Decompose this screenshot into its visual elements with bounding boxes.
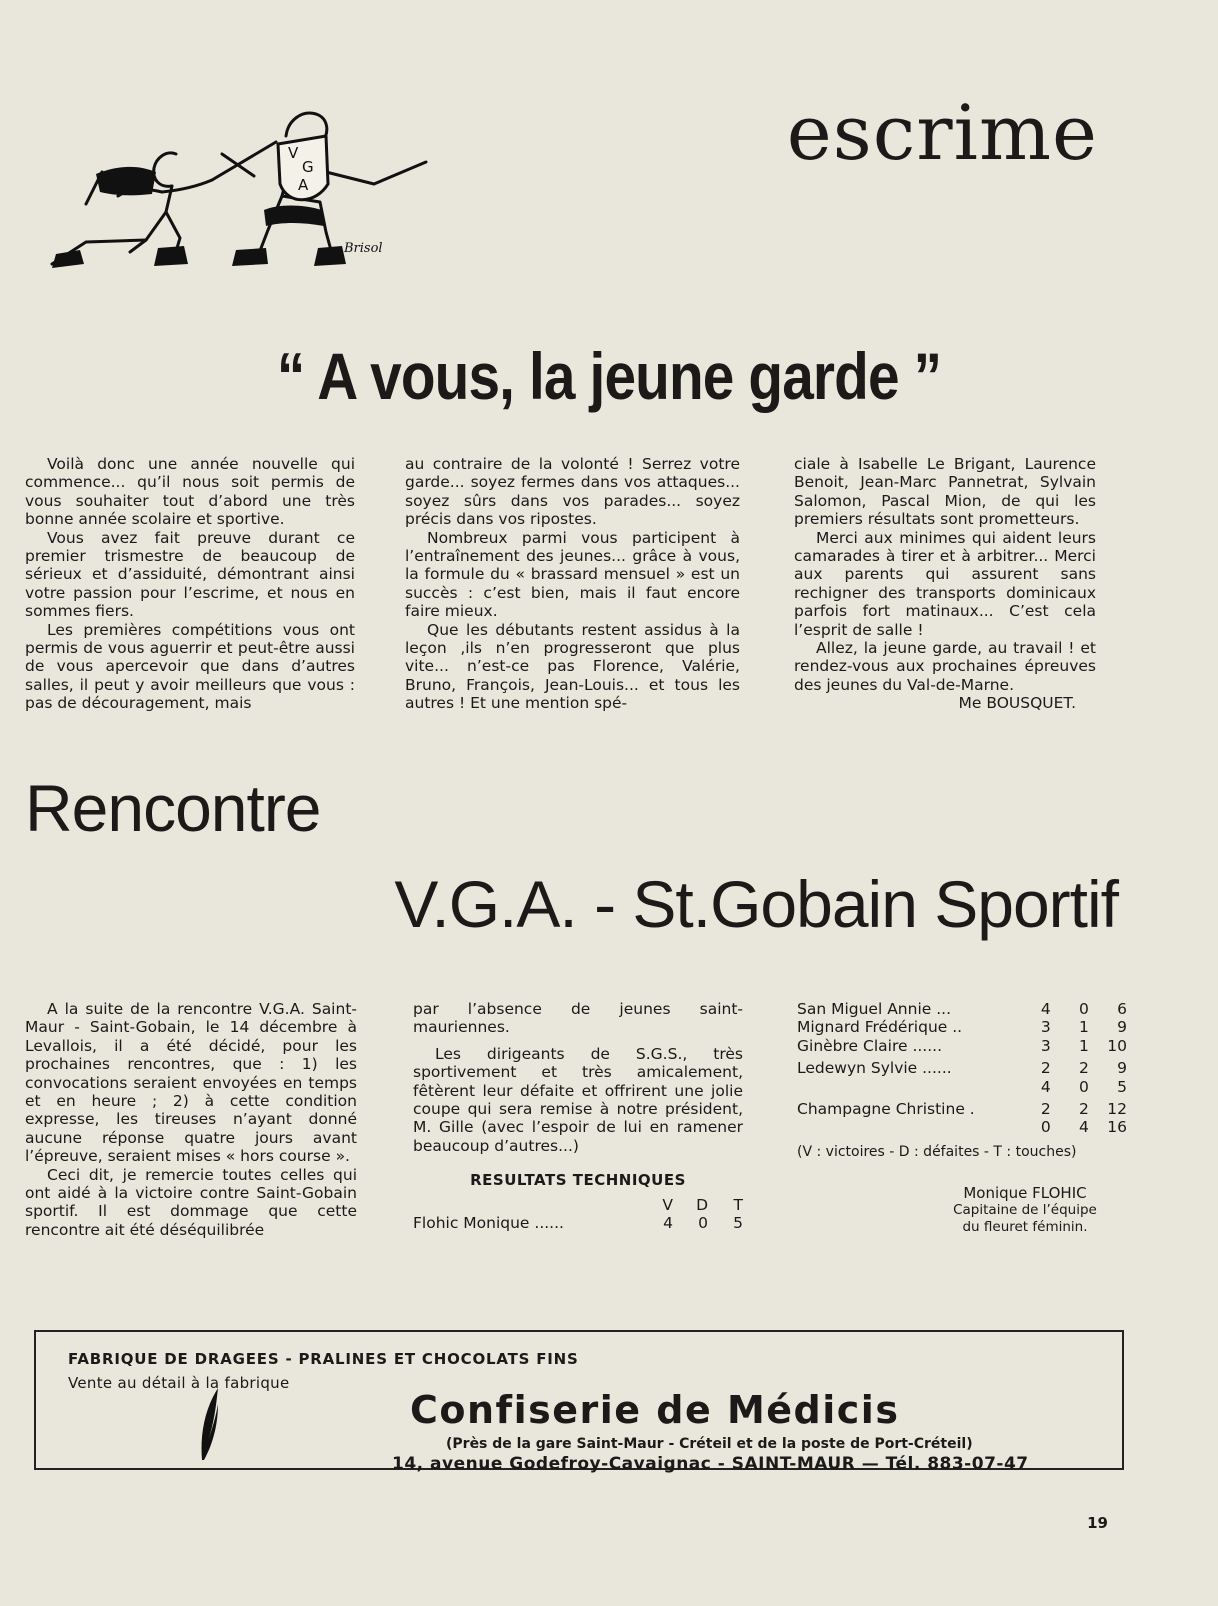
ad-products-line: FABRIQUE DE DRAGEES - PRALINES ET CHOCOLATS FINS <box>68 1350 579 1368</box>
signature-role: du fleuret féminin. <box>962 1219 1088 1235</box>
victories: 2 <box>1040 1059 1051 1078</box>
paragraph: Les premières compétitions vous ont permis de vous aguerrir et peut-être aussi de vous apercevoir que dans d’autres salles, il peut y avoir meilleurs que vous : pas de découragement, mais <box>25 620 355 713</box>
ad-retail-line: Vente au détail à la fabrique <box>68 1374 290 1392</box>
paragraph: Nombreux parmi vous participent à l’entraînement des jeunes... grâce à vous, la formule du « brassard mensuel » est un succès : c’est bien, mais il faut encore faire mieux. <box>405 528 740 621</box>
touches: 9 <box>1117 1059 1127 1078</box>
article2-column-2 <box>413 1000 743 1232</box>
touches: 9 <box>1117 1018 1127 1037</box>
article2-column-1 <box>25 1000 357 1239</box>
defeats: 2 <box>1078 1100 1089 1119</box>
paragraph: Que les débutants restent assidus à la leçon ,ils n’en progresseront que plus vite... n’est-ce pas Florence, Valérie, Bruno, François, Jean-Louis... et tous les autres ! Et une mention spé- <box>405 620 740 713</box>
article1-signature: Me BOUSQUET. <box>958 694 1076 713</box>
article2-title-line2: V.G.A. - St.Gobain Sportif <box>394 867 1118 941</box>
results-table-left <box>413 1196 743 1233</box>
paragraph: Les dirigeants de S.G.S., très sportivement et très amicalement, fêtèrent leur défaite et offrirent une jolie coupe qui sera remise à notre président, M. Gille (avec l’espoir de lui en ramener beaucoup d’autres...) <box>413 1044 743 1155</box>
section-title: escrime <box>786 88 1098 177</box>
article1-column-3 <box>794 455 1096 713</box>
results-header-row <box>413 1196 743 1214</box>
defeats: 0 <box>1078 1000 1089 1018</box>
signature-name: Monique FLOHIC <box>963 1184 1087 1202</box>
defeats: 4 <box>1078 1118 1089 1137</box>
fencer-name <box>797 1118 1013 1136</box>
article2-title-line1: Rencontre <box>25 771 321 845</box>
fencer-name: Flohic Monique ...... <box>413 1214 564 1233</box>
signature-role: Capitaine de l’équipe <box>953 1202 1097 1218</box>
ad-address-line: 14, avenue Godefroy-Cavaignac - SAINT-MAUR — Tél. 883-07-47 <box>392 1454 1029 1474</box>
table-row <box>797 1078 1127 1096</box>
results-legend: (V : victoires - D : défaites - T : touches) <box>797 1144 1077 1160</box>
article1-column-1 <box>25 455 355 713</box>
table-row <box>797 1055 1127 1077</box>
table-row <box>413 1214 743 1232</box>
touches: 5 <box>1117 1077 1127 1096</box>
article1-column-2 <box>405 455 740 713</box>
shield-letter-a: A <box>298 176 309 194</box>
fencer-name <box>797 1078 1013 1096</box>
paragraph: au contraire de la volonté ! Serrez votre garde... soyez fermes dans vos attaques... soyez sûrs dans vos parades... soyez précis dans vos ripostes. <box>405 455 740 529</box>
fencing-illustration <box>26 92 436 282</box>
feather-icon <box>196 1386 222 1462</box>
paragraph: Merci aux minimes qui aident leurs camarades à tirer et à arbitrer... Merci aux parents qui assurent sans rechigner des transports dominicaux parfois fort matinaux... C’est cela l’esprit de salle ! <box>794 528 1096 639</box>
defeats: 2 <box>1078 1059 1089 1078</box>
illustration-signature: Brisol <box>344 241 383 256</box>
table-row <box>797 1118 1127 1136</box>
header-t: T <box>733 1195 743 1214</box>
page-number: 19 <box>1087 1514 1108 1532</box>
fencer-name: Ginèbre Claire ...... <box>797 1036 943 1055</box>
paragraph: Allez, la jeune garde, au travail ! et rendez-vous aux prochaines épreuves des jeunes du Val-de-Marne. <box>794 639 1096 694</box>
fencer-name: Champagne Christine . <box>797 1100 975 1119</box>
article2-signature <box>940 1185 1110 1236</box>
header-d: D <box>696 1195 708 1214</box>
table-row <box>797 1000 1127 1018</box>
victories: 3 <box>1040 1018 1051 1037</box>
paragraph: Vous avez fait preuve durant ce premier trismestre de beaucoup de sérieux et d’assiduité, démontrant ainsi votre passion pour l’escrime, et nous en sommes fiers. <box>25 528 355 621</box>
article1-headline: “ A vous, la jeune garde ” <box>276 339 942 413</box>
paragraph: par l’absence de jeunes saint-mauriennes. <box>413 1000 743 1037</box>
table-row <box>797 1018 1127 1036</box>
table-row <box>797 1037 1127 1055</box>
results-table-right <box>797 1000 1127 1137</box>
ad-company-name: Confiserie de Médicis <box>410 1388 900 1432</box>
results-title: RESULTATS TECHNIQUES <box>470 1171 686 1190</box>
fencer-name: San Miguel Annie ... <box>797 1000 952 1018</box>
victories: 0 <box>1040 1118 1051 1137</box>
shield-letter-g: G <box>302 158 314 176</box>
touches: 16 <box>1107 1118 1127 1137</box>
touches: 6 <box>1117 1000 1127 1018</box>
paragraph: A la suite de la rencontre V.G.A. Saint-Maur - Saint-Gobain, le 14 décembre à Levallois, il a été décidé, pour les prochaines rencontres, que : 1) les convocations seraient envoyées en temps et en heure ; 2) à cette condition expresse, les tireuses n’ayant donné aucune réponse quatre jours avant l’épreuve, seraient mises « hors course ». <box>25 1000 357 1166</box>
paragraph: Ceci dit, je remercie toutes celles qui ont aidé à la victoire contre Saint-Gobain sportif. Il est dommage que cette rencontre ait été déséquilibrée <box>25 1165 357 1239</box>
touches: 12 <box>1107 1100 1127 1119</box>
ad-location-line: (Près de la gare Saint-Maur - Créteil et de la poste de Port-Créteil) <box>446 1436 973 1452</box>
defeats: 1 <box>1078 1036 1089 1055</box>
touches: 5 <box>733 1214 743 1233</box>
victories: 4 <box>1040 1000 1051 1018</box>
victories: 3 <box>1040 1036 1051 1055</box>
defeats: 0 <box>698 1214 708 1233</box>
table-row <box>797 1096 1127 1118</box>
header-v: V <box>662 1195 673 1214</box>
shield-letter-v: V <box>288 144 299 162</box>
paragraph: ciale à Isabelle Le Brigant, Laurence Benoit, Jean-Marc Pannetrat, Sylvain Salomon, Pascal Mion, de qui les premiers résultats sont prometteurs. <box>794 455 1096 529</box>
victories: 4 <box>663 1214 673 1233</box>
advertisement-box <box>34 1330 1124 1474</box>
victories: 2 <box>1040 1100 1051 1119</box>
defeats: 0 <box>1078 1077 1089 1096</box>
fencer-name: Mignard Frédérique .. <box>797 1018 963 1037</box>
victories: 4 <box>1040 1077 1051 1096</box>
defeats: 1 <box>1078 1018 1089 1037</box>
paragraph: Voilà donc une année nouvelle qui commence... qu’il nous soit permis de vous souhaiter tout d’abord une très bonne année scolaire et sportive. <box>25 455 355 529</box>
touches: 10 <box>1107 1036 1127 1055</box>
fencer-name: Ledewyn Sylvie ...... <box>797 1059 952 1078</box>
